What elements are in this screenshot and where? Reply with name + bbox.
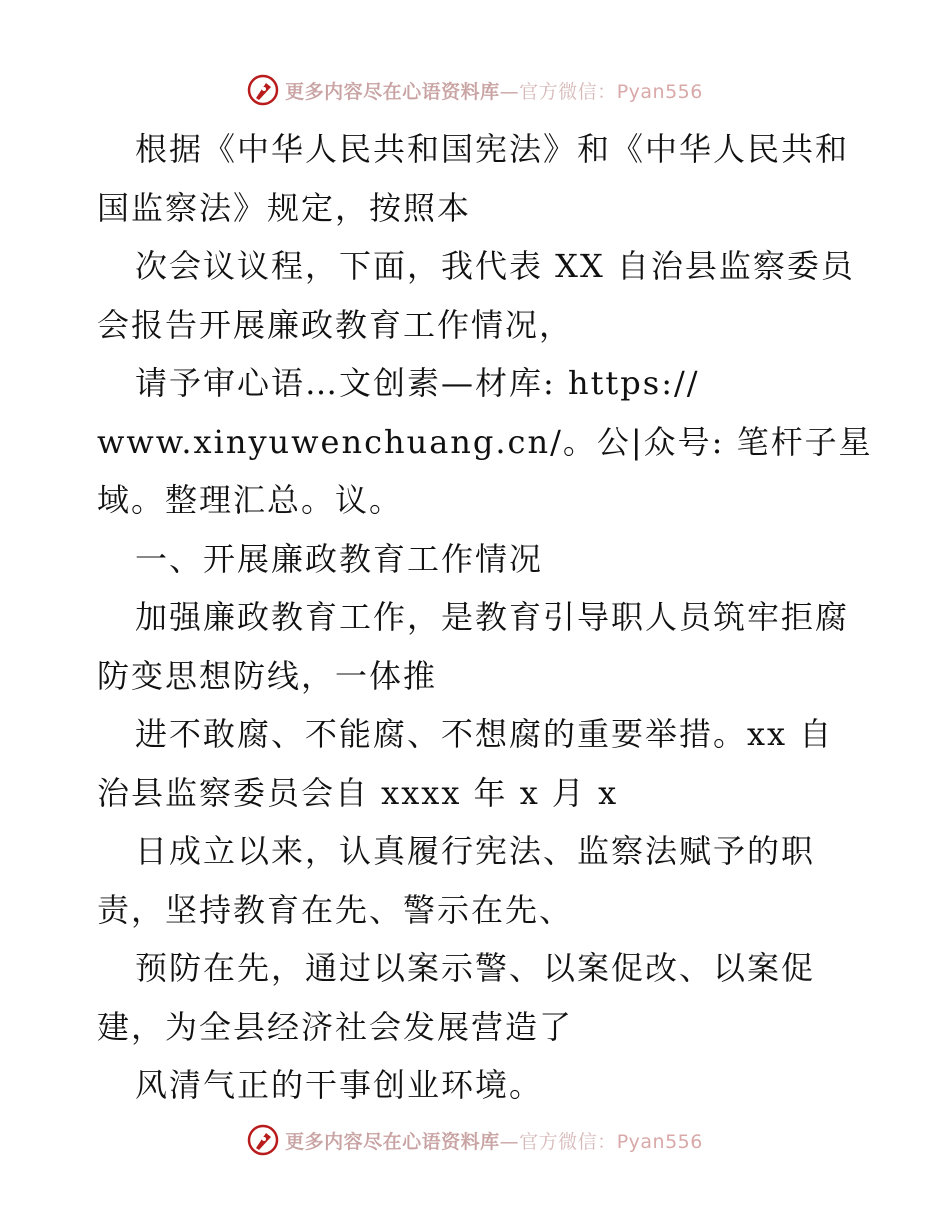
text-line: 一、开展廉政教育工作情况 bbox=[135, 539, 544, 578]
text-line: 进不敢腐、不能腐、不想腐的重要举措。xx 自 bbox=[135, 715, 834, 753]
banner-text bbox=[285, 1127, 703, 1154]
document-body bbox=[97, 120, 877, 1115]
banner-account: Pyan556 bbox=[616, 80, 703, 103]
banner-wechat-label: 官方微信： bbox=[519, 80, 617, 103]
header-banner bbox=[0, 70, 950, 110]
pen-nib-logo bbox=[247, 1124, 279, 1156]
text-line: www.xinyuwenchuang.cn/。公|众号: 笔杆子星 bbox=[97, 422, 873, 461]
text-line: 加强廉政教育工作，是教育引导职人员筑牢拒腐 bbox=[135, 598, 850, 636]
text-line: 建，为全县经济社会发展营造了 bbox=[97, 1007, 574, 1046]
text-line: 防变思想防线，一体推 bbox=[97, 656, 438, 695]
text-line: 域。整理汇总。议。 bbox=[97, 481, 404, 519]
text-line: 预防在先，通过以案示警、以案促改、以案促 bbox=[135, 949, 816, 987]
banner-separator: — bbox=[499, 80, 520, 103]
text-line: 风清气正的干事创业环境。 bbox=[135, 1066, 544, 1104]
banner-lead: 更多内容尽在心语资料库 bbox=[285, 80, 500, 103]
banner-separator: — bbox=[499, 1130, 520, 1153]
text-line: 请予审心语…文创素—材库: https:// bbox=[135, 364, 700, 402]
banner-account: Pyan556 bbox=[616, 1130, 703, 1153]
text-line: 责，坚持教育在先、警示在先、 bbox=[97, 890, 574, 929]
text-line: 治县监察委员会自 xxxx 年 x 月 x bbox=[97, 773, 619, 812]
text-line: 会报告开展廉政教育工作情况， bbox=[97, 305, 574, 344]
text-line: 根据《中华人民共和国宪法》和《中华人民共和 bbox=[135, 130, 850, 168]
text-line: 国监察法》规定，按照本 bbox=[97, 188, 472, 227]
banner-wechat-label: 官方微信： bbox=[519, 1130, 617, 1153]
pen-nib-logo bbox=[247, 74, 279, 106]
banner-text bbox=[285, 77, 703, 104]
text-line: 次会议议程，下面，我代表 XX 自治县监察委员 bbox=[135, 247, 855, 285]
footer-banner bbox=[0, 1120, 950, 1160]
text-line: 日成立以来，认真履行宪法、监察法赋予的职 bbox=[135, 832, 816, 870]
banner-lead: 更多内容尽在心语资料库 bbox=[285, 1130, 500, 1153]
